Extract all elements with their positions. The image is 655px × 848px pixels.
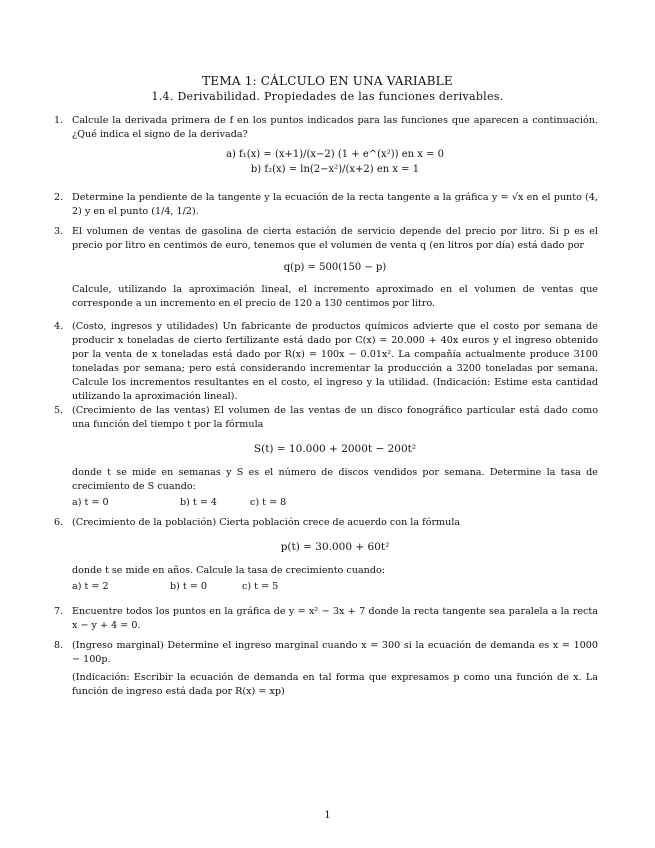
option-a: a) t = 0: [72, 497, 109, 508]
exercise-text-continued: donde t se mide en semanas y S es el número de discos vendidos por semana. Determine la tasa de crecimiento de S cuando:: [72, 467, 598, 492]
exercise-number: 8.: [54, 640, 64, 651]
option-b: b) t = 0: [170, 581, 208, 592]
page-subtitle: 1.4. Derivabilidad. Propiedades de las funciones derivables.: [151, 90, 504, 103]
exercise-8: [54, 639, 598, 699]
exercise-4: [54, 320, 598, 404]
answer-options: [72, 496, 598, 510]
exercise-formula: p(t) = 30.000 + 60t²: [280, 541, 390, 553]
exercise-number: 5.: [54, 405, 64, 416]
exercise-7: [54, 605, 598, 633]
exercise-text: El volumen de ventas de gasolina de cierta estación de servicio depende del precio por litro. Si p es el precio por litro en centimos de euro, tenemos que el volumen de venta q (en litros por día) está dado por: [72, 226, 598, 251]
exercise-number: 4.: [54, 321, 64, 332]
exercise-text: (Crecimiento de las ventas) El volumen de las ventas de un disco fonográfico particular está dado como una función del tiempo t por la fórmula: [72, 405, 598, 430]
exercise-text: Encuentre todos los puntos en la gráfica de y = x² − 3x + 7 donde la recta tangente sea paralela a la recta x − y + 4 = 0.: [72, 606, 598, 631]
exercise-number: 7.: [54, 606, 64, 617]
exercise-text: (Costo, ingresos y utilidades) Un fabricante de productos químicos advierte que el costo por semana de producir x toneladas de cierto fertilizante está dado por C(x) = 20.000 + 40x euros y el ingreso obtenido por la venta de x toneladas está dado por R(x) = 100x − 0.01x². La compañía actualmente produce 3100 toneladas por semana; pero está considerando incrementar la producción a 3200 toneladas por semana. Calcule los incrementos resultantes en el costo, el ingreso y la utilidad. (Indicación: Estime esta cantidad utilizando la aproximación lineal).: [72, 321, 598, 402]
exercise-text: Determine la pendiente de la tangente y la ecuación de la recta tangente a la gráfica y = √x en el punto (4, 2) y en el punto (1/4, 1/2).: [72, 192, 598, 217]
document-header: [0, 74, 655, 103]
exercise-number: 3.: [54, 226, 64, 237]
option-c: c) t = 5: [242, 581, 279, 592]
option-b: b) t = 4: [180, 497, 218, 508]
option-a: a) t = 2: [72, 581, 109, 592]
option-c: c) t = 8: [250, 497, 287, 508]
page-number: 1: [324, 810, 331, 821]
exercise-text-continued: donde t se mide en años. Calcule la tasa de crecimiento cuando:: [72, 565, 385, 576]
exercise-2: [54, 191, 598, 219]
exercise-number: 2.: [54, 192, 64, 203]
exercise-text: (Crecimiento de la población) Cierta población crece de acuerdo con la fórmula: [72, 517, 461, 528]
exercise-number: 6.: [54, 517, 64, 528]
exercise-1: [54, 114, 598, 177]
exercise-formula-a: a) f₁(x) = (x+1)/(x−2) (1 + e^(x²)) en x = 0: [226, 149, 444, 160]
exercise-text: Calcule la derivada primera de f en los puntos indicados para las funciones que aparecen a continuación. ¿Qué indica el signo de la derivada?: [72, 115, 598, 140]
exercise-number: 1.: [54, 115, 64, 126]
exercise-text: (Ingreso marginal) Determine el ingreso marginal cuando x = 300 si la ecuación de demanda es x = 1000 − 100p.: [72, 640, 598, 665]
page-title: TEMA 1: CÁLCULO EN UNA VARIABLE: [202, 74, 453, 88]
exercise-formula: q(p) = 500(150 − p): [283, 262, 387, 273]
answer-options: [72, 580, 598, 594]
exercise-5: [54, 404, 598, 510]
exercise-3: [54, 225, 598, 311]
exercise-text-continued: Calcule, utilizando la aproximación lineal, el incremento aproximado en el volumen de ventas que corresponde a un incremento en el precio de 120 a 130 centimos por litro.: [72, 284, 598, 309]
exercise-6: [54, 516, 598, 594]
exercise-text-continued: (Indicación: Escribir la ecuación de demanda en tal forma que expresamos p como una función de x. La función de ingreso está dada por R(x) = xp): [72, 672, 598, 697]
exercise-formula-b: b) f₂(x) = ln(2−x²)/(x+2) en x = 1: [250, 164, 420, 175]
exercise-formula: S(t) = 10.000 + 2000t − 200t²: [253, 443, 417, 455]
